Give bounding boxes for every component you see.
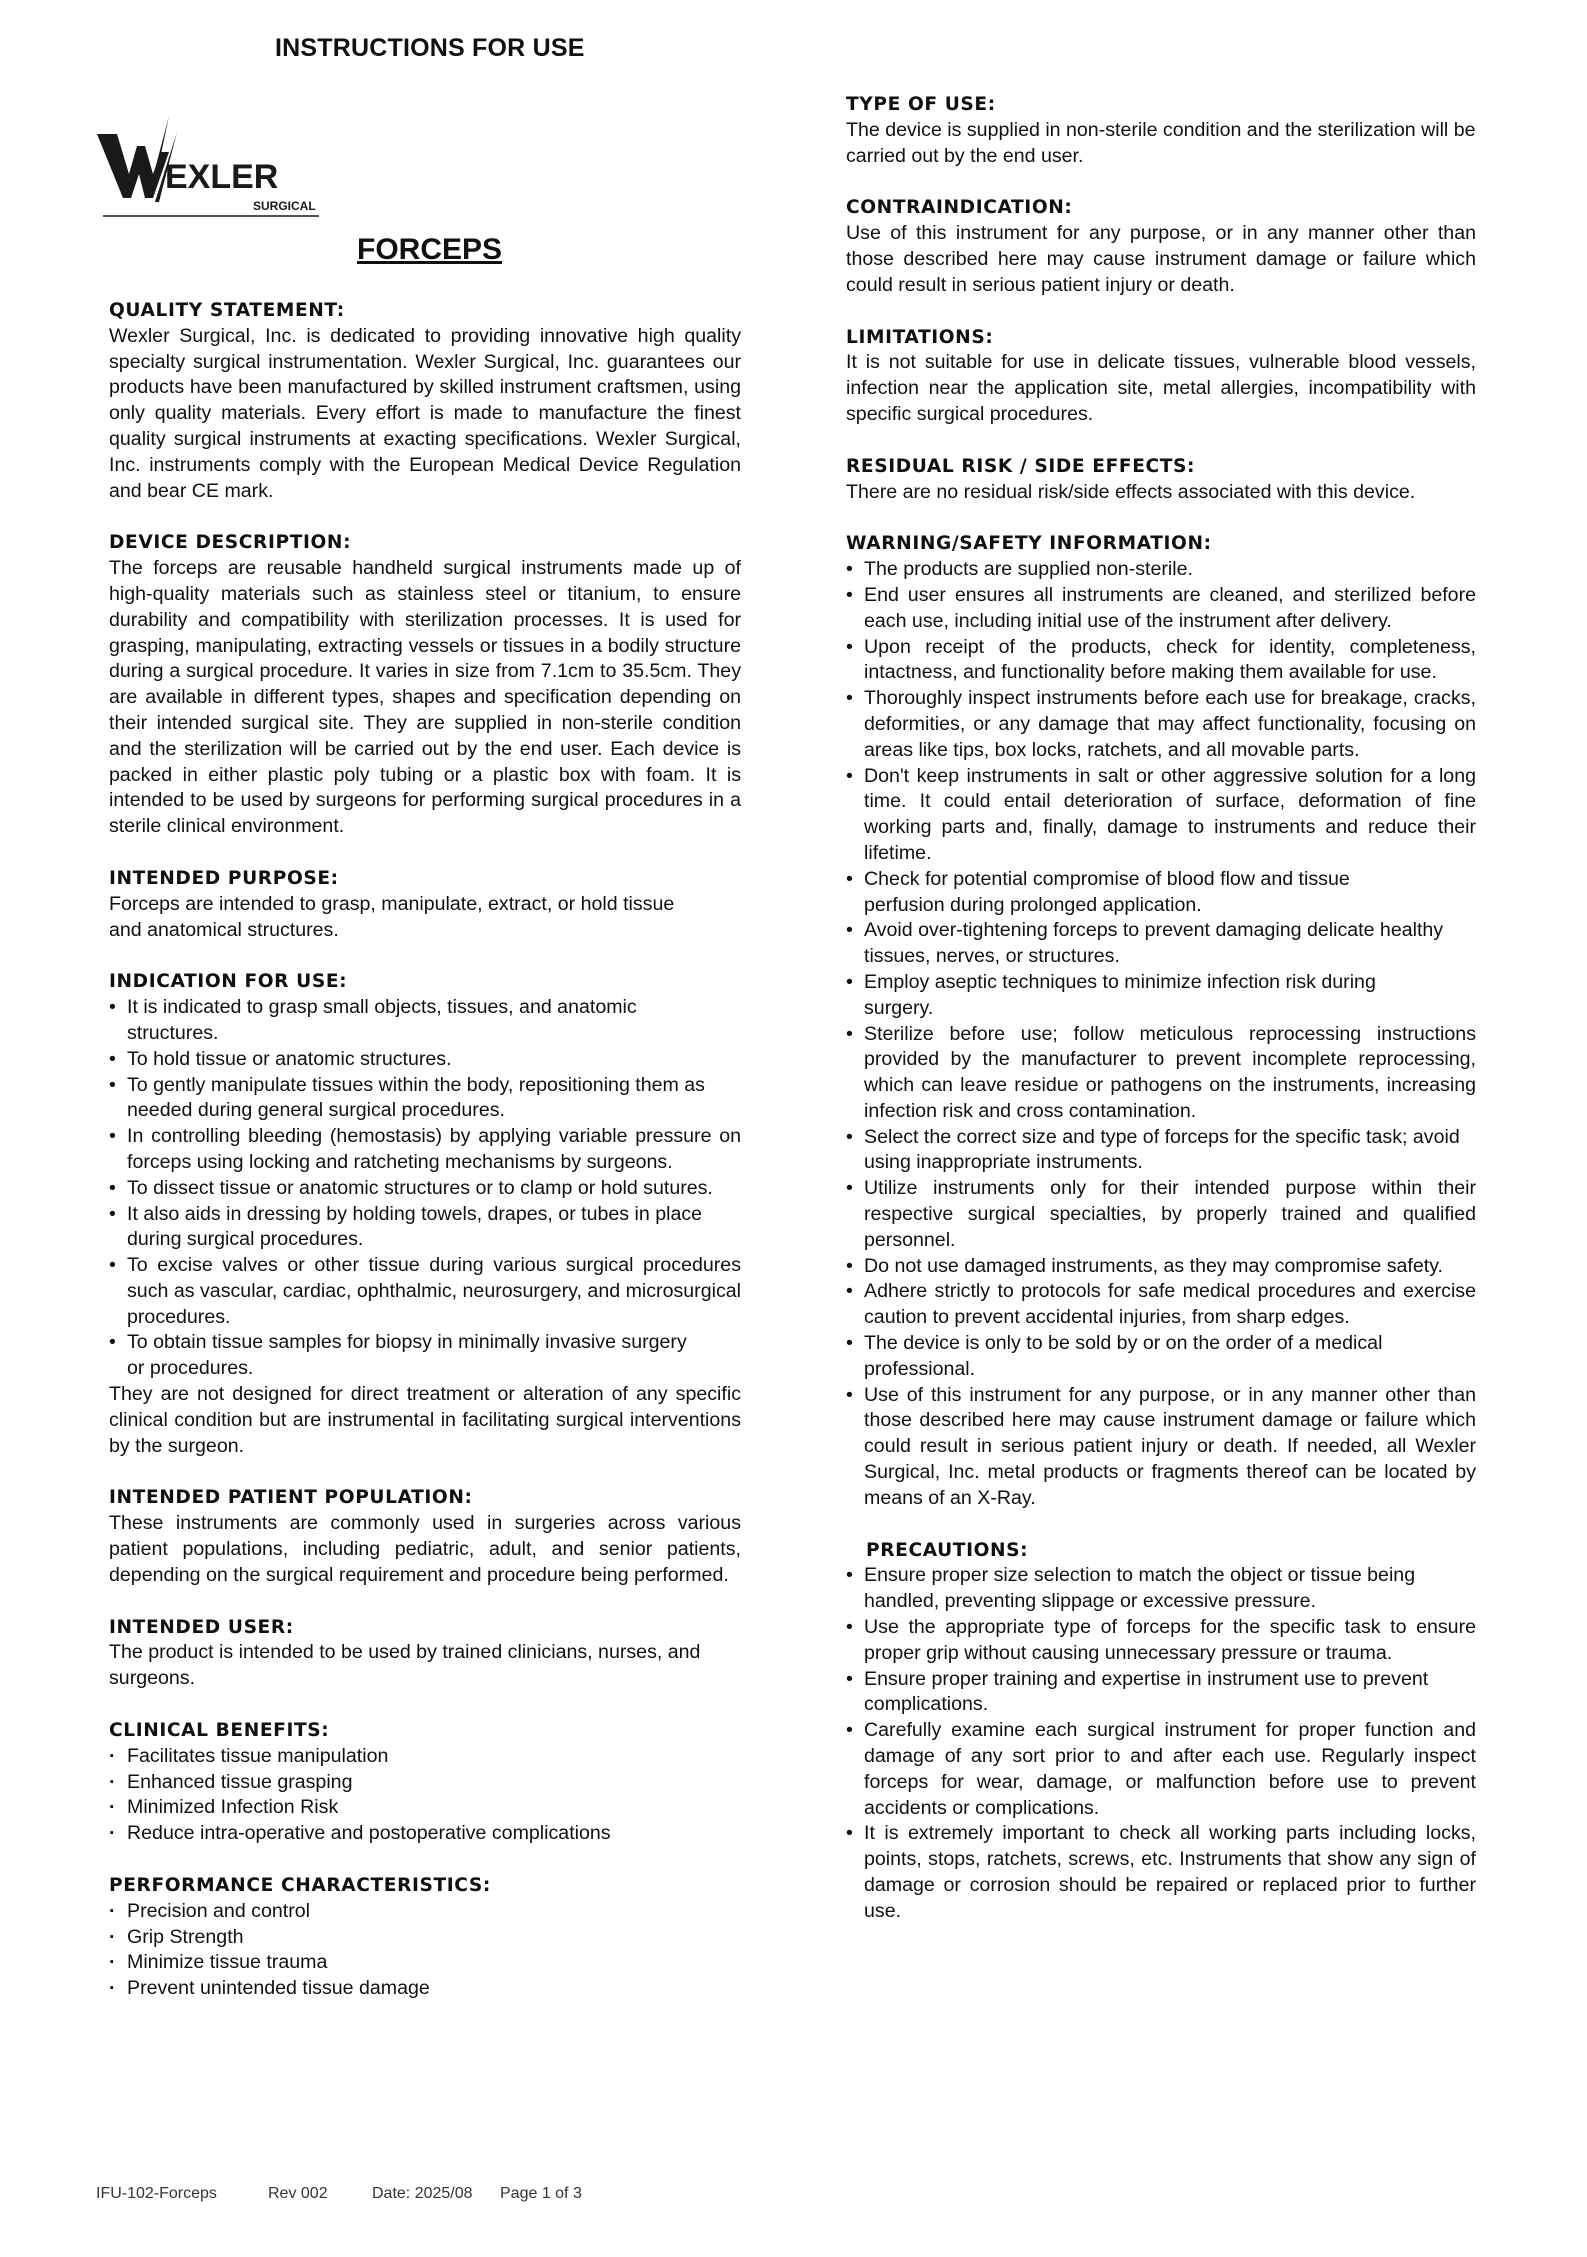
section-heading: PRECAUTIONS: [866,1539,1029,1561]
list-item: • It is indicated to grasp small objects, tissues, and anatomic structures. [109,995,717,1047]
footer-date: Date: 2025/08 [372,2185,473,2202]
list-item: • To dissect tissue or anatomic structures or to clamp or hold sutures. [109,1176,717,1202]
list-item: • Ensure proper size selection to match the object or tissue being handled, preventing slippage or excessive pressure. [846,1563,1476,1615]
section-heading: PERFORMANCE CHARACTERISTICS: [109,1875,491,1897]
section-text: There are no residual risk/side effects associated with this device. [846,480,1416,503]
left-column [109,298,741,2028]
list-item: • The device is only to be sold by or on the order of a medical professional. [846,1331,1464,1383]
section-heading: WARNING/SAFETY INFORMATION: [846,533,1212,555]
list-item: · Prevent unintended tissue damage [109,1976,741,2002]
section-heading: INTENDED PATIENT POPULATION: [109,1487,473,1509]
wexler-surgical-logo [95,112,325,220]
list-item: • The products are supplied non-sterile. [846,557,1476,583]
list-item: • Check for potential compromise of blood flow and tissue perfusion during prolonged application. [846,867,1424,919]
list-item: • In controlling bleeding (hemostasis) by applying variable pressure on forceps using locking and ratcheting mechanisms by surgeons. [109,1124,741,1176]
residual-risk-section [846,454,1476,506]
list-item: • Sterilize before use; follow meticulous reprocessing instructions provided by the manufacturer to prevent incomplete reprocessing, which can leave residue or pathogens on the instruments, increasing infection risk and cross contamination. [846,1022,1476,1125]
logo-subtext: SURGICAL [253,199,316,213]
section-text: The device is supplied in non-sterile condition and the sterilization will be carried out by the end user. [846,118,1476,167]
right-column [846,92,1476,1951]
list-item: • Avoid over-tightening forceps to prevent damaging delicate healthy tissues, nerves, or structures. [846,918,1444,970]
device-description-section [109,530,741,840]
section-text: Wexler Surgical, Inc. is dedicated to providing innovative high quality specialty surgical instrumentation. Wexler Surgical, Inc. guarantees our products have been manufactured by skilled instrument craftsmen, using only quality materials. Every effort is made to manufacture the finest quality surgical instruments at exacting specifications. Wexler Surgical, Inc. instruments comply with the European Medical Device Regulation and bear CE mark. [109,324,741,502]
performance-characteristics-section [109,1873,741,2002]
list-item: • To hold tissue or anatomic structures. [109,1047,741,1073]
list-item: • Do not use damaged instruments, as they may compromise safety. [846,1254,1454,1280]
clinical-benefits-list [109,1744,741,1847]
footer-doc-id: IFU-102-Forceps [96,2185,217,2202]
warning-list [846,557,1476,1511]
list-item: · Reduce intra-operative and postoperative complications [109,1821,741,1847]
section-text: The forceps are reusable handheld surgical instruments made up of high-quality materials such as stainless steel or titanium, to ensure durability and compatibility with sterilization processes. It is used for grasping, manipulating, extracting vessels or tissues in a bodily structure during a surgical procedure. It varies in size from 7.1cm to 35.5cm. They are available in different types, shapes and specification depending on their intended surgical site. They are supplied in non-sterile condition and the sterilization will be carried out by the end user. Each device is packed in either plastic poly tubing or a plastic box with foam. It is intended to be used by surgeons for performing surgical procedures in a sterile clinical environment. [109,557,741,838]
list-item: • It is extremely important to check all working parts including locks, points, stops, ratchets, screws, etc. Instruments that show any sign of damage or corrosion should be repaired or replaced prior to further use. [846,1821,1476,1924]
list-item: • To obtain tissue samples for biopsy in minimally invasive surgery or procedures. [109,1330,707,1382]
section-text: The product is intended to be used by trained clinicians, nurses, and surgeons. [109,1641,701,1690]
indication-for-use-section [109,969,741,1459]
section-heading: INTENDED USER: [109,1616,294,1638]
section-heading: TYPE OF USE: [846,94,996,115]
section-text: Use of this instrument for any purpose, or in any manner other than those described here may cause instrument damage or failure which could result in serious patient injury or death. [846,222,1476,296]
list-item: • Upon receipt of the products, check for identity, completeness, intactness, and functionality before making them available for use. [846,635,1476,687]
clinical-benefits-section [109,1718,741,1847]
list-item: · Minimize tissue trauma [109,1950,741,1976]
section-heading: CONTRAINDICATION: [846,197,1073,219]
page-header-title: INSTRUCTIONS FOR USE [275,34,585,62]
list-item: · Minimized Infection Risk [109,1795,741,1821]
list-item: • Employ aseptic techniques to minimize infection risk during surgery. [846,970,1444,1022]
list-item: • End user ensures all instruments are cleaned, and sterilized before each use, including initial use of the instrument after delivery. [846,583,1476,635]
section-heading: CLINICAL BENEFITS: [109,1720,330,1742]
precautions-section [846,1538,1476,1925]
limitations-section [846,325,1476,428]
section-text: It is not suitable for use in delicate tissues, vulnerable blood vessels, infection near the application site, metal allergies, incompatibility with specific surgical procedures. [846,351,1476,425]
intended-patient-population-section [109,1485,741,1588]
performance-list [109,1899,741,2002]
warning-safety-section [846,531,1476,1511]
list-item: • To excise valves or other tissue during various surgical procedures such as vascular, cardiac, ophthalmic, neurosurgery, and microsurgical procedures. [109,1253,741,1330]
contraindication-section [846,195,1476,298]
section-heading: LIMITATIONS: [846,326,994,348]
list-item: • To gently manipulate tissues within the body, repositioning them as needed during general surgical procedures. [109,1073,717,1125]
list-item: • Adhere strictly to protocols for safe medical procedures and exercise caution to prevent accidental injuries, from sharp edges. [846,1279,1476,1331]
type-of-use-section [846,92,1476,169]
list-item: · Precision and control [109,1899,741,1925]
list-item: • Utilize instruments only for their intended purpose within their respective surgical specialties, by properly trained and qualified personnel. [846,1176,1476,1253]
indication-note: They are not designed for direct treatment or alteration of any specific clinical condition but are instrumental in facilitating surgical interventions by the surgeon. [109,1383,741,1457]
list-item: • Carefully examine each surgical instrument for proper function and damage of any sort prior to and after each use. Regularly inspect forceps for wear, damage, or malfunction before use to prevent accidents or complications. [846,1718,1476,1821]
intended-purpose-section [109,866,741,943]
intended-user-section [109,1615,741,1692]
section-heading: INTENDED PURPOSE: [109,867,339,889]
document-title: FORCEPS [357,233,503,266]
indication-list [109,995,741,1382]
list-item: · Facilitates tissue manipulation [109,1744,741,1770]
footer-page-number: Page 1 of 3 [500,2185,582,2202]
quality-statement-section [109,298,741,504]
section-text: Forceps are intended to grasp, manipulate, extract, or hold tissue and anatomical structures. [109,892,675,941]
list-item: • Use of this instrument for any purpose, or in any manner other than those described here may cause instrument damage or failure which could result in serious patient injury or death. If needed, all Wexler Surgical, Inc. metal products or fragments thereof can be located by means of an X-Ray. [846,1383,1476,1512]
section-heading: QUALITY STATEMENT: [109,300,345,321]
list-item: • Select the correct size and type of forceps for the specific task; avoid using inappropriate instruments. [846,1125,1476,1177]
list-item: · Enhanced tissue grasping [109,1770,741,1796]
list-item: • Thoroughly inspect instruments before each use for breakage, cracks, deformities, or any damage that may affect functionality, focusing on areas like tips, box locks, ratchets, and all movable parts. [846,686,1476,763]
precautions-list [846,1563,1476,1924]
list-item: • Ensure proper training and expertise in instrument use to prevent complications. [846,1667,1434,1719]
list-item: • It also aids in dressing by holding towels, drapes, or tubes in place during surgical procedures. [109,1202,741,1254]
list-item: • Use the appropriate type of forceps for the specific task to ensure proper grip without causing unnecessary pressure or trauma. [846,1615,1476,1667]
list-item: • Don't keep instruments in salt or other aggressive solution for a long time. It could entail deterioration of surface, deformation of fine working parts and, finally, damage to instruments and reduce their lifetime. [846,764,1476,867]
footer-revision: Rev 002 [268,2185,328,2202]
list-item: · Grip Strength [109,1925,741,1951]
section-heading: RESIDUAL RISK / SIDE EFFECTS: [846,455,1196,477]
section-heading: DEVICE DESCRIPTION: [109,532,352,554]
section-heading: INDICATION FOR USE: [109,971,348,993]
section-text: These instruments are commonly used in surgeries across various patient populations, including pediatric, adult, and senior patients, depending on the surgical requirement and procedure being performed. [109,1512,741,1586]
logo-wordmark: EXLER [165,158,279,196]
